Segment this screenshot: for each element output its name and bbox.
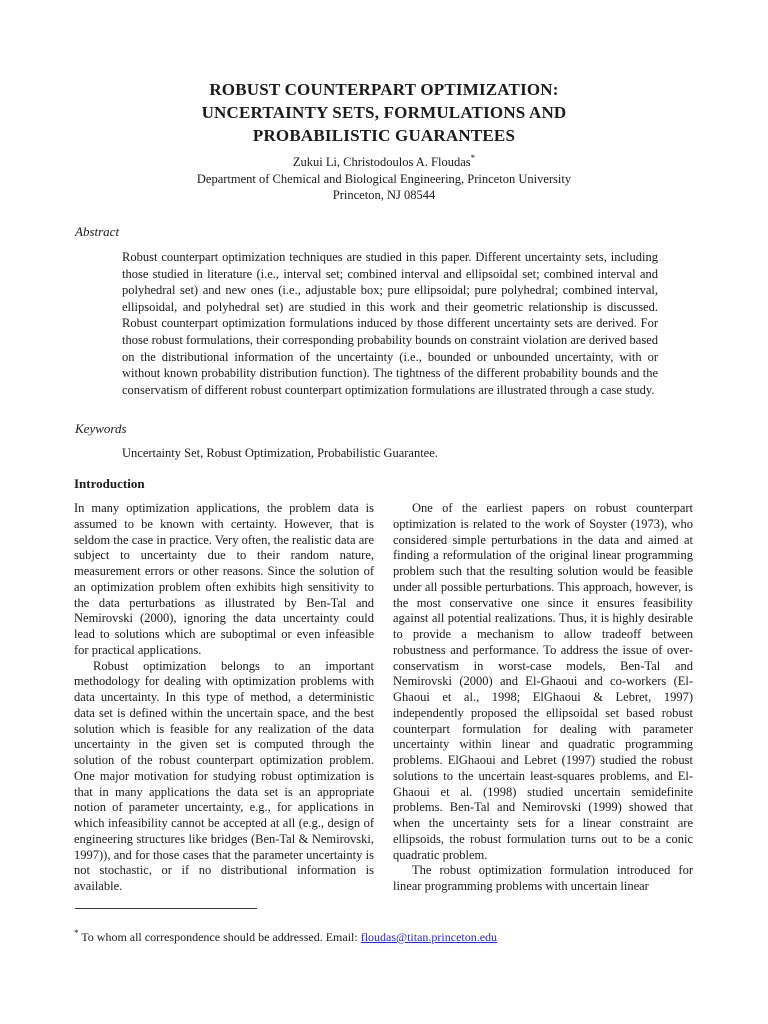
author-asterisk: * xyxy=(470,152,476,163)
intro-paragraph: The robust optimization formulation introduced for linear programming problems with uncertain linear xyxy=(393,863,693,893)
keywords-text: Uncertainty Set, Robust Optimization, Probabilistic Guarantee. xyxy=(122,446,438,460)
title-line-2: UNCERTAINTY SETS, FORMULATIONS AND xyxy=(201,103,567,122)
introduction-heading: Introduction xyxy=(74,476,145,491)
title-line-3: PROBABILISTIC GUARANTEES xyxy=(252,126,516,145)
footnote-separator-rule xyxy=(75,908,257,909)
paper-title xyxy=(74,78,694,147)
introduction-columns xyxy=(74,501,694,895)
title-line-1: ROBUST COUNTERPART OPTIMIZATION: xyxy=(209,80,559,99)
intro-left-column xyxy=(74,501,374,895)
affiliation-line: Department of Chemical and Biological Engineering, Princeton University xyxy=(196,171,572,186)
author-block xyxy=(74,154,694,204)
abstract-text: Robust counterpart optimization techniques are studied in this paper. Different uncertainty sets, including those studied in literature (i.e., interval set; combined interval and ellipsoidal set; combined interval and polyhedral set) and new ones (i.e., adjustable box; pure ellipsoidal; pure polyhedral; combined interval, ellipsoidal, and polyhedral set) are studied in this work and their geometric relationship is discussed. Robust counterpart optimization formulations induced by those different uncertainty sets are derived. For those robust formulations, their corresponding probability bounds on constraint violation are derived based on the distributional information of the uncertainty (i.e., bounded or unbounded uncertainty, with or without known probability distribution function). The tightness of the different probability bounds and the conservatism of different robust counterpart optimization formulations are illustrated through a case study. xyxy=(122,250,658,397)
intro-right-column xyxy=(393,501,693,895)
author-line xyxy=(74,154,694,171)
author-names: Zukui Li, Christodoulos A. Floudas xyxy=(292,155,471,169)
email-link[interactable]: floudas@titan.princeton.edu xyxy=(360,930,498,944)
intro-paragraph: One of the earliest papers on robust counterpart optimization is related to the work of Soyster (1973), who considered simple perturbations in the data and aimed at finding a reformulation of the original linear programming problem such that the resulting solution would be feasible under all possible perturbations. This approach, however, is the most conservative one since it ensures feasibility against all potential realizations. Thus, it is highly desirable to provide a mechanism to allow tradeoff between robustness and performance. To address the issue of over-conservatism in worst-case models, Ben-Tal and Nemirovski (2000) and El-Ghaoui and co-workers (El-Ghaoui et al., 1998; ElGhaoui & Lebret, 1997) independently proposed the ellipsoidal set based robust counterpart formulation for dealing with parameter uncertainty within linear and quadratic programming problems. ElGhaoui and Lebret (1997) studied the robust solutions to the uncertain least-squares problems, and El-Ghaoui et al. (1998) studied uncertain semidefinite problems. Ben-Tal and Nemirovski (1999) showed that when the uncertainty sets for a linear constraint are ellipsoids, the robust formulation turns out to be a conic quadratic problem. xyxy=(393,501,693,862)
intro-paragraph: In many optimization applications, the problem data is assumed to be known with certainty. However, that is seldom the case in practice. Very often, the realistic data are subject to uncertainty due to their random nature, measurement errors or other reasons. Since the solution of an optimization problem often exhibits high sensitivity to the data perturbations as illustrated by Ben-Tal and Nemirovski (2000), ignoring the data uncertainty could lead to solutions which are suboptimal or even infeasible for practical applications. xyxy=(74,501,374,657)
keywords-heading: Keywords xyxy=(75,421,127,436)
address-line: Princeton, NJ 08544 xyxy=(332,188,436,202)
intro-paragraph: Robust optimization belongs to an important methodology for dealing with optimization problems with data uncertainty. In this type of method, a deterministic data set is defined within the uncertain space, and the best solution which is feasible for any realization of the data uncertainty in the given set is computed through the solution of the robust counterpart optimization problem. One major motivation for studying robust optimization is that in many applications the data set is an appropriate notion of parameter uncertainty, e.g., for applications in which infeasibility cannot be accepted at all (e.g., design of engineering structures like bridges (Ben-Tal & Nemirovski, 1997)), and for those cases that the parameter uncertainty is not stochastic, or if no distributional information is available. xyxy=(74,658,374,893)
footnote xyxy=(74,930,694,945)
footnote-marker: * xyxy=(74,928,79,938)
abstract-heading: Abstract xyxy=(75,224,120,239)
footnote-text: To whom all correspondence should be addressed. Email: xyxy=(78,930,361,944)
